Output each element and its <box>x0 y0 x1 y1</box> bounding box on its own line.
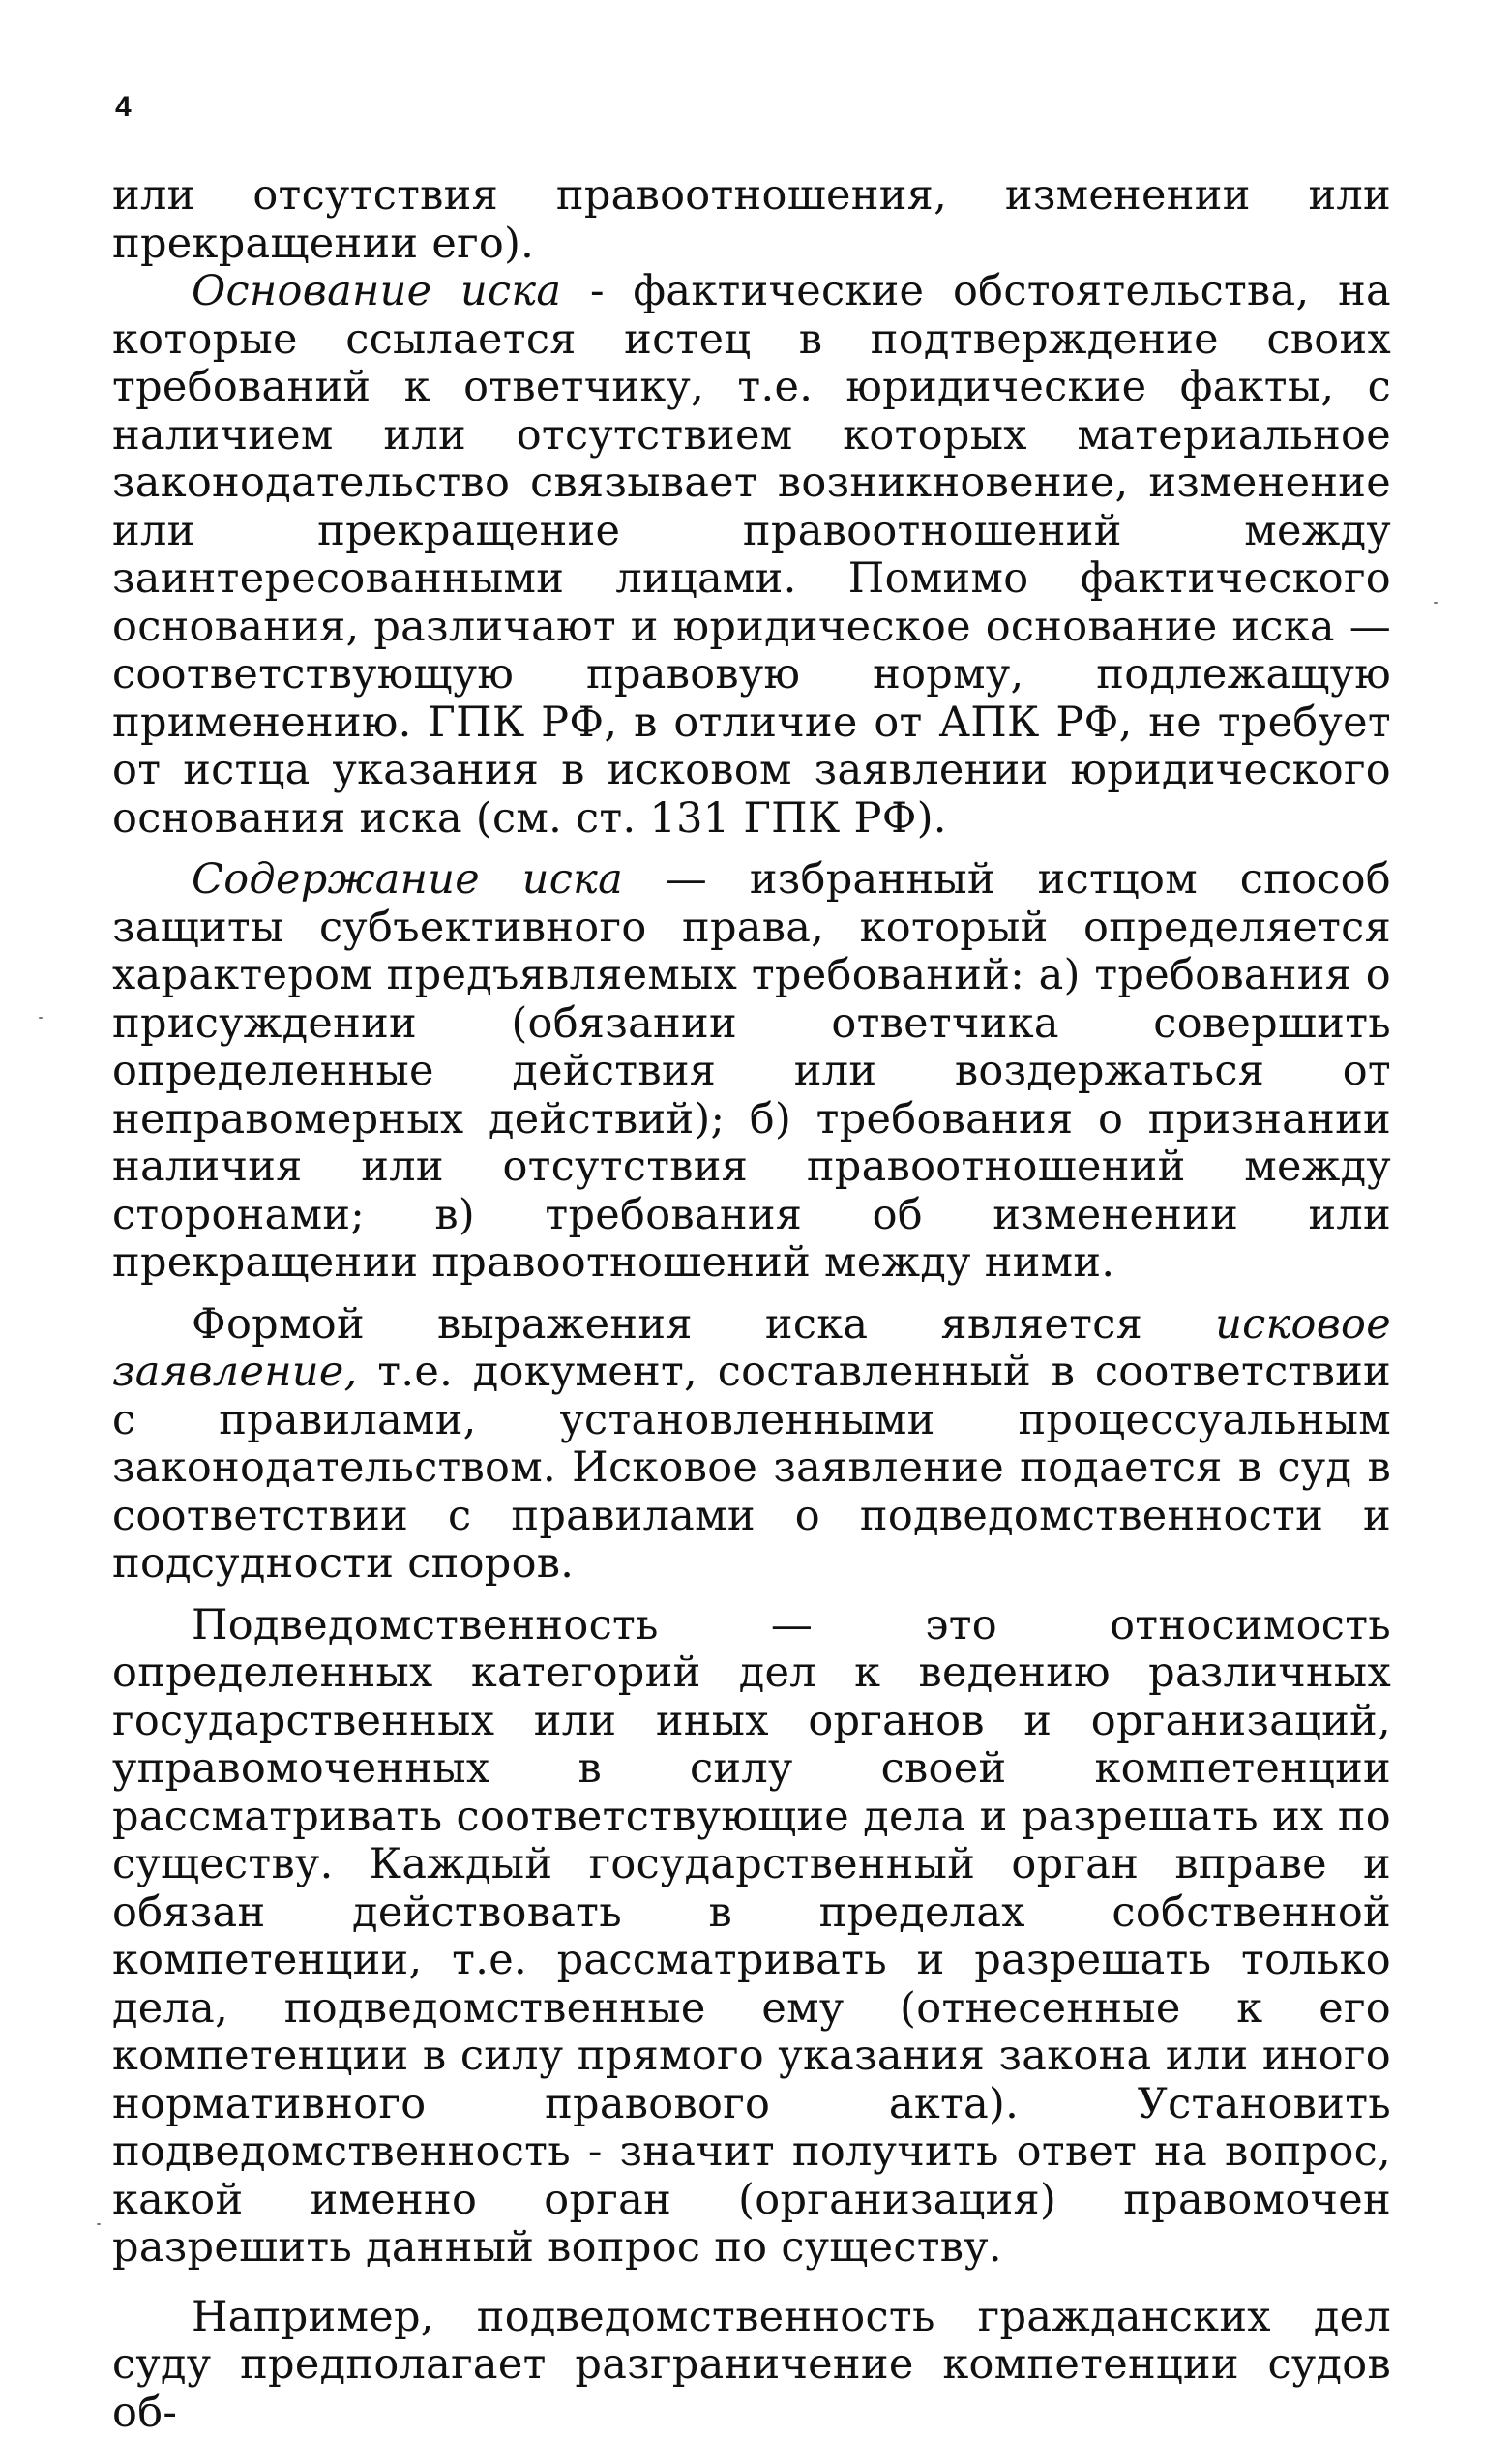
paragraph-continuation <box>112 172 1391 268</box>
term-claim-content: Содержание иска <box>192 855 623 904</box>
paragraph-claim-form <box>112 1301 1391 1589</box>
paragraph-claim-basis <box>112 268 1391 843</box>
scan-speck <box>97 2223 101 2225</box>
paragraph-text: т.е. документ, составленный в соответствии с правилами, установленными процессуальным законодательством. Исковое заявление подается в суд в соответствии с правилами о подведомственности и подсудности споров. <box>112 1348 1391 1588</box>
paragraph-text: - фактические обстоятельства, на которые ссылается истец в подтверждение своих требований к ответчику, т.е. юридические факты, с наличием или отсутствием которых материальное законодательство связывает возникновение, изменение или прекращение правоотношений между заинтересованными лицами. Помимо фактического основания, различают и юридическое основание иска — соответствующую правовую норму, подлежащую применению. ГПК РФ, в отличие от АПК РФ, не требует от истца указания в исковом заявлении юридического основания иска (см. ст. 131 ГПК РФ). <box>112 267 1391 843</box>
paragraph-text: — избранный истцом способ защиты субъективного права, который определяется характером предъявляемых требований: а) требования о присуждении (обязании ответчика совершить определенные действия или воздержаться от неправомерных действий); б) требования о признании наличия или отсутствия правоотношений между сторонами; в) требования об изменении или прекращении правоотношений между ними. <box>112 855 1391 1287</box>
paragraph-text: Подведомственность — это относимость определенных категорий дел к ведению различных государственных или иных органов и организаций, управомоченных в силу своей компетенции рассматривать соответствующие дела и разрешать их по существу. Каждый государственный орган вправе и обязан действовать в пределах собственной компетенции, т.е. рассматривать и разрешать только дела, подведомственные ему (отнесенные к его компетенции в силу прямого указания закона или иного нормативного правового акта). Установить подведомственность - значит получить ответ на вопрос, какой именно орган (организация) правомочен разрешить данный вопрос по существу. <box>112 1601 1391 2273</box>
paragraph-text: или отсутствия правоотношения, изменении или прекращении его). <box>112 171 1391 268</box>
paragraph-example <box>112 2294 1391 2437</box>
page-number: 4 <box>115 93 132 122</box>
paragraph-jurisdiction <box>112 1602 1391 2273</box>
scan-speck <box>39 1017 43 1019</box>
paragraph-lead: Формой выражения иска является <box>192 1300 1215 1349</box>
paragraph-text: Например, подведомственность гражданских дел суду предполагает разграничение компетенции судов об- <box>112 2293 1391 2437</box>
scan-speck <box>1434 602 1438 604</box>
paragraph-claim-content <box>112 856 1391 1288</box>
body-text <box>112 172 1391 2437</box>
term-statement-of-claim: исковое заявление, <box>112 1300 1391 1397</box>
term-claim-basis: Основание иска <box>192 267 561 315</box>
